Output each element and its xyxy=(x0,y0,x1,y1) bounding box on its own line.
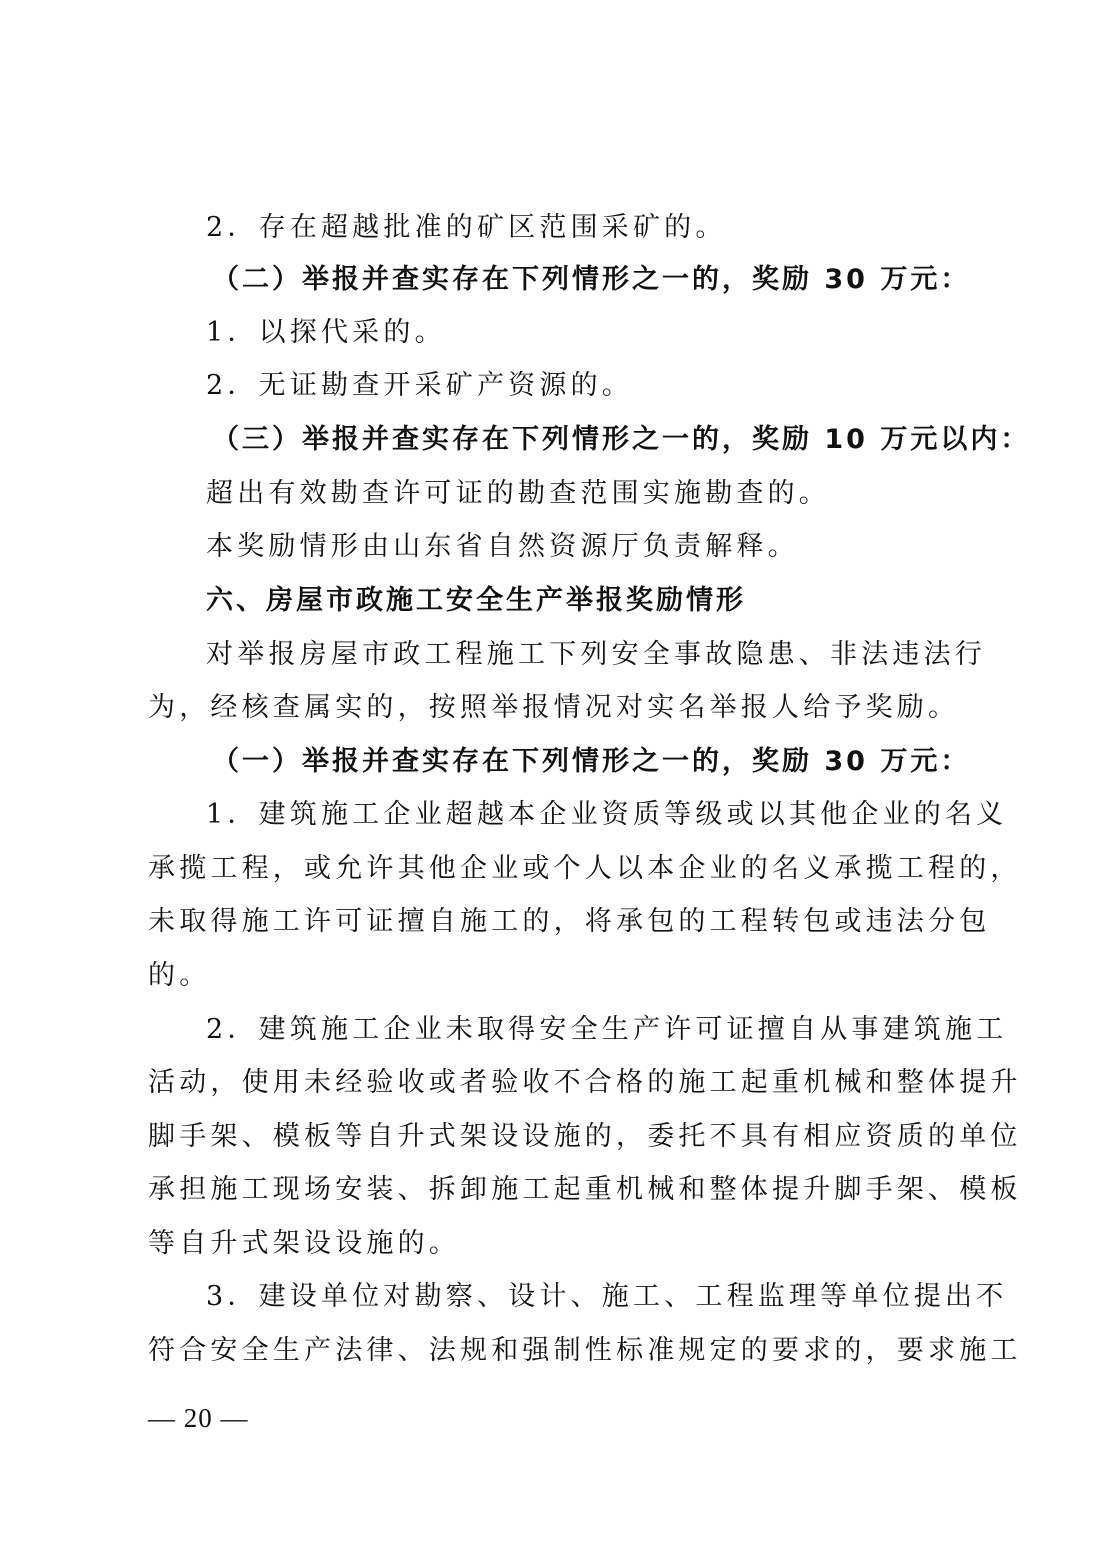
text-line: 3．建设单位对勘察、设计、施工、工程监理等单位提出不 xyxy=(206,1281,1008,1312)
text-line: 2．无证勘查开采矿产资源的。 xyxy=(206,370,633,401)
text-line: 超出有效勘查许可证的勘查范围实施勘查的。 xyxy=(206,478,830,509)
text-line: 2．存在超越批准的矿区范围采矿的。 xyxy=(206,212,727,243)
text-line: 符合安全生产法律、法规和强制性标准规定的要求的，要求施工 xyxy=(148,1335,1022,1366)
section-heading: 六、房屋市政施工安全生产举报奖励情形 xyxy=(206,585,746,616)
text-line: 1．以探代采的。 xyxy=(206,317,446,348)
text-line: 1．建筑施工企业超越本企业资质等级或以其他企业的名义 xyxy=(206,799,1008,830)
text-line: 活动，使用未经验收或者验收不合格的施工起重机械和整体提升 xyxy=(148,1067,1022,1098)
text-line: 脚手架、模板等自升式架设设施的，委托不具有相应资质的单位 xyxy=(148,1121,1022,1152)
text-line: 的。 xyxy=(148,960,211,991)
text-line: 2．建筑施工企业未取得安全生产许可证擅自从事建筑施工 xyxy=(206,1014,1008,1045)
text-line: 对举报房屋市政工程施工下列安全事故隐患、非法违法行 xyxy=(206,639,986,670)
text-line: 承揽工程，或允许其他企业或个人以本企业的名义承揽工程的， xyxy=(148,853,1022,884)
subheading-line: （一）举报并查实存在下列情形之一的，奖励 30 万元： xyxy=(212,746,971,777)
text-line: 承担施工现场安装、拆卸施工起重机械和整体提升脚手架、模板 xyxy=(148,1174,1022,1205)
page-number: — 20 — xyxy=(148,1403,249,1433)
text-line: 等自升式架设设施的。 xyxy=(148,1228,460,1259)
text-line: 本奖励情形由山东省自然资源厅负责解释。 xyxy=(206,531,799,562)
text-line: 未取得施工许可证擅自施工的，将承包的工程转包或违法分包 xyxy=(148,906,991,937)
text-line: 为，经核查属实的，按照举报情况对实名举报人给予奖励。 xyxy=(148,692,960,723)
subheading-line: （三）举报并查实存在下列情形之一的，奖励 10 万元以内： xyxy=(212,424,1031,455)
subheading-line: （二）举报并查实存在下列情形之一的，奖励 30 万元： xyxy=(212,264,971,295)
